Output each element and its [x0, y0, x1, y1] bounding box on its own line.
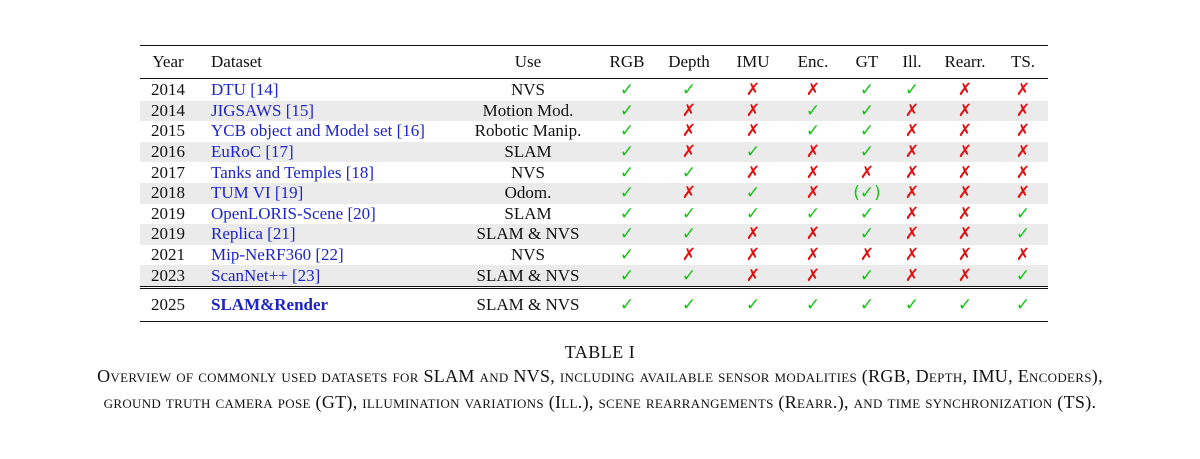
- dataset-name-link[interactable]: OpenLORIS-Scene: [211, 203, 344, 223]
- row-use: Robotic Manip.: [474, 121, 582, 141]
- mark-rgb-check-icon: ✓: [619, 203, 635, 224]
- mark-depth-check-icon: ✓: [681, 203, 697, 224]
- mark-gt-check-icon: ✓: [842, 265, 892, 287]
- row-year: 2015: [151, 121, 185, 141]
- citation-link[interactable]: [21]: [267, 224, 296, 244]
- mark-gt-cross-icon: ✗: [859, 245, 875, 266]
- mark-ts-cross-icon: ✗: [998, 183, 1048, 204]
- mark-depth-cross-icon: ✗: [656, 183, 722, 204]
- ours-mark-imu: ✓: [745, 294, 761, 315]
- ours-use: SLAM & NVS: [476, 294, 580, 314]
- mark-ill-cross-icon: ✗: [892, 142, 932, 163]
- table-row: [140, 101, 1048, 122]
- row-dataset: [196, 162, 458, 183]
- row-use: NVS: [510, 80, 545, 100]
- row-dataset: [196, 79, 458, 101]
- row-year: 2019: [151, 203, 185, 223]
- row-use: NVS: [510, 162, 545, 182]
- row-year: 2019: [140, 224, 196, 245]
- ours-section: [140, 287, 1048, 321]
- mark-ts-cross-icon: ✗: [1015, 162, 1031, 183]
- mark-rearr-cross-icon: ✗: [957, 162, 973, 183]
- mark-depth-check-icon: ✓: [656, 265, 722, 287]
- mark-ts-check-icon: ✓: [1015, 203, 1031, 224]
- ours-mark-ill: ✓: [904, 294, 920, 315]
- mark-imu-check-icon: ✓: [745, 203, 761, 224]
- mark-rgb-check-icon: ✓: [598, 265, 656, 287]
- mark-imu-cross-icon: ✗: [722, 224, 784, 245]
- table-row: [140, 142, 1048, 163]
- mark-ill-cross-icon: ✗: [904, 121, 920, 142]
- mark-depth-check-icon: ✓: [681, 80, 697, 101]
- mark-imu-check-icon: ✓: [722, 183, 784, 204]
- mark-rgb-check-icon: ✓: [619, 80, 635, 101]
- mark-ts-cross-icon: ✗: [998, 101, 1048, 122]
- header-rearr: Rearr.: [944, 52, 986, 71]
- mark-rearr-cross-icon: ✗: [932, 265, 998, 287]
- dataset-name-link[interactable]: JIGSAWS: [211, 100, 282, 120]
- row-dataset: [196, 101, 458, 122]
- caption-line-2: ground truth camera pose (GT), illumination variations (Ill.), scene rearrangements (Rearr.), and time synchronization (TS).: [103, 392, 1097, 412]
- row-dataset: [196, 183, 458, 204]
- mark-rgb-check-icon: ✓: [598, 142, 656, 163]
- mark-depth-cross-icon: ✗: [681, 245, 697, 266]
- mark-gt-check-icon: ✓: [859, 203, 875, 224]
- row-use: SLAM: [458, 142, 598, 163]
- mark-gt-check-icon: ✓: [842, 142, 892, 163]
- mark-ill-check-icon: ✓: [904, 80, 920, 101]
- mark-ts-cross-icon: ✗: [1015, 121, 1031, 142]
- row-use: Odom.: [458, 183, 598, 204]
- header-dataset: Dataset: [211, 52, 262, 71]
- header-imu: IMU: [736, 52, 770, 71]
- mark-ts-cross-icon: ✗: [1015, 245, 1031, 266]
- mark-ill-cross-icon: ✗: [904, 203, 920, 224]
- ours-year: 2025: [151, 294, 185, 314]
- mark-ill-cross-icon: ✗: [892, 265, 932, 287]
- mark-depth-cross-icon: ✗: [656, 142, 722, 163]
- row-year: 2014: [151, 80, 185, 100]
- mark-gt-check-icon: ✓: [842, 224, 892, 245]
- mark-depth-check-icon: ✓: [681, 162, 697, 183]
- mark-gt-check-icon: ✓: [842, 101, 892, 122]
- mark-enc-cross-icon: ✗: [805, 162, 821, 183]
- mark-imu-cross-icon: ✗: [745, 80, 761, 101]
- row-dataset: [196, 121, 458, 142]
- mark-enc-check-icon: ✓: [784, 101, 842, 122]
- ours-mark-rgb: ✓: [619, 294, 635, 315]
- table-row: [140, 224, 1048, 245]
- citation-link[interactable]: [22]: [315, 245, 344, 265]
- row-dataset: [196, 204, 458, 225]
- mark-ts-check-icon: ✓: [998, 265, 1048, 287]
- table-row: [140, 79, 1048, 101]
- table-row: [140, 204, 1048, 225]
- ours-name-link[interactable]: SLAM&Render: [211, 294, 329, 314]
- mark-enc-cross-icon: ✗: [784, 183, 842, 204]
- table-header-row: [140, 46, 1048, 79]
- mark-ts-cross-icon: ✗: [1015, 80, 1031, 101]
- mark-imu-check-icon: ✓: [722, 142, 784, 163]
- mark-rearr-cross-icon: ✗: [932, 183, 998, 204]
- mark-ill-cross-icon: ✗: [904, 162, 920, 183]
- mark-enc-check-icon: ✓: [805, 121, 821, 142]
- mark-depth-check-icon: ✓: [656, 224, 722, 245]
- row-year: 2018: [140, 183, 196, 204]
- dataset-name-link[interactable]: TUM VI: [211, 183, 271, 203]
- mark-rgb-check-icon: ✓: [619, 121, 635, 142]
- mark-enc-cross-icon: ✗: [805, 245, 821, 266]
- mark-rearr-cross-icon: ✗: [957, 121, 973, 142]
- row-year: 2016: [140, 142, 196, 163]
- mark-ill-cross-icon: ✗: [892, 101, 932, 122]
- mark-enc-check-icon: ✓: [805, 203, 821, 224]
- row-use: SLAM & NVS: [458, 224, 598, 245]
- dataset-name-link[interactable]: DTU: [211, 80, 246, 100]
- mark-imu-cross-icon: ✗: [745, 245, 761, 266]
- row-dataset: [196, 142, 458, 163]
- row-dataset: [196, 245, 458, 266]
- header-depth: Depth: [668, 52, 710, 71]
- mark-imu-cross-icon: ✗: [745, 121, 761, 142]
- table-label: TABLE I: [564, 342, 636, 362]
- mark-rearr-cross-icon: ✗: [932, 224, 998, 245]
- mark-gt-check-icon: (✓): [842, 183, 892, 204]
- row-dataset: [196, 224, 458, 245]
- mark-gt-check-icon: ✓: [859, 121, 875, 142]
- mark-rearr-cross-icon: ✗: [957, 203, 973, 224]
- row-year: 2014: [140, 101, 196, 122]
- mark-gt-cross-icon: ✗: [859, 162, 875, 183]
- row-year: 2023: [140, 265, 196, 287]
- header-ts: TS.: [1010, 52, 1036, 71]
- caption-line-1: Overview of commonly used datasets for SLAM and NVS, including available sensor modalities (RGB, Depth, IMU, Encoders),: [97, 366, 1103, 386]
- datasets-table: [140, 45, 1048, 322]
- mark-rgb-check-icon: ✓: [598, 183, 656, 204]
- header-year: Year: [152, 52, 184, 71]
- mark-ts-check-icon: ✓: [998, 224, 1048, 245]
- mark-gt-check-icon: ✓: [859, 80, 875, 101]
- table-row-ours: [140, 287, 1048, 321]
- table-row: [140, 245, 1048, 266]
- mark-rgb-check-icon: ✓: [598, 101, 656, 122]
- ours-mark-enc: ✓: [805, 294, 821, 315]
- mark-ill-cross-icon: ✗: [892, 183, 932, 204]
- mark-rgb-check-icon: ✓: [619, 162, 635, 183]
- header-rgb: RGB: [609, 52, 645, 71]
- ours-mark-depth: ✓: [681, 294, 697, 315]
- table-row: [140, 162, 1048, 183]
- dataset-name-link[interactable]: ScanNet++: [211, 265, 288, 285]
- citation-link[interactable]: [20]: [347, 203, 376, 223]
- mark-rearr-cross-icon: ✗: [932, 101, 998, 122]
- ours-mark-gt: ✓: [859, 294, 875, 315]
- mark-rearr-cross-icon: ✗: [957, 80, 973, 101]
- row-use: NVS: [510, 245, 545, 265]
- ours-mark-ts: ✓: [1015, 294, 1031, 315]
- citation-link[interactable]: [14]: [250, 80, 279, 100]
- row-use: Motion Mod.: [458, 101, 598, 122]
- mark-depth-cross-icon: ✗: [681, 121, 697, 142]
- datasets-table-container: [140, 45, 1048, 322]
- mark-depth-cross-icon: ✗: [656, 101, 722, 122]
- citation-link[interactable]: [19]: [274, 183, 304, 203]
- mark-rearr-cross-icon: ✗: [932, 142, 998, 163]
- mark-enc-cross-icon: ✗: [784, 224, 842, 245]
- dataset-name-link[interactable]: YCB object and Model set: [211, 121, 393, 141]
- ours-dataset-name: [196, 287, 458, 321]
- mark-ts-cross-icon: ✗: [998, 142, 1048, 163]
- table-row: [140, 265, 1048, 287]
- row-year: 2021: [151, 245, 185, 265]
- citation-link[interactable]: [15]: [285, 100, 315, 120]
- mark-ill-cross-icon: ✗: [904, 245, 920, 266]
- header-use: Use: [514, 52, 542, 71]
- ours-mark-rearr: ✓: [957, 294, 973, 315]
- mark-enc-cross-icon: ✗: [784, 265, 842, 287]
- header-ill: Ill.: [902, 52, 922, 71]
- mark-imu-cross-icon: ✗: [745, 162, 761, 183]
- table-row: [140, 183, 1048, 204]
- mark-imu-cross-icon: ✗: [722, 265, 784, 287]
- mark-ill-cross-icon: ✗: [892, 224, 932, 245]
- dataset-name-link[interactable]: Replica: [211, 224, 263, 244]
- header-enc: Enc.: [797, 52, 829, 71]
- row-dataset: [196, 265, 458, 287]
- dataset-name-link[interactable]: Mip-NeRF360: [211, 245, 312, 265]
- mark-rgb-check-icon: ✓: [619, 245, 635, 266]
- header-gt: GT: [855, 52, 879, 71]
- mark-enc-cross-icon: ✗: [805, 80, 821, 101]
- dataset-name-link[interactable]: Tanks and Temples: [211, 162, 342, 182]
- mark-enc-cross-icon: ✗: [784, 142, 842, 163]
- table-body: [140, 79, 1048, 288]
- row-use: SLAM: [504, 203, 552, 223]
- citation-link[interactable]: [16]: [396, 121, 425, 141]
- citation-link[interactable]: [23]: [292, 265, 321, 285]
- mark-rearr-cross-icon: ✗: [957, 245, 973, 266]
- dataset-name-link[interactable]: EuRoC: [211, 142, 262, 162]
- citation-link[interactable]: [17]: [265, 142, 294, 162]
- table-row: [140, 121, 1048, 142]
- citation-link[interactable]: [18]: [345, 162, 375, 182]
- mark-rgb-check-icon: ✓: [598, 224, 656, 245]
- mark-imu-cross-icon: ✗: [722, 101, 784, 122]
- row-year: 2017: [151, 162, 185, 182]
- row-use: SLAM & NVS: [458, 265, 598, 287]
